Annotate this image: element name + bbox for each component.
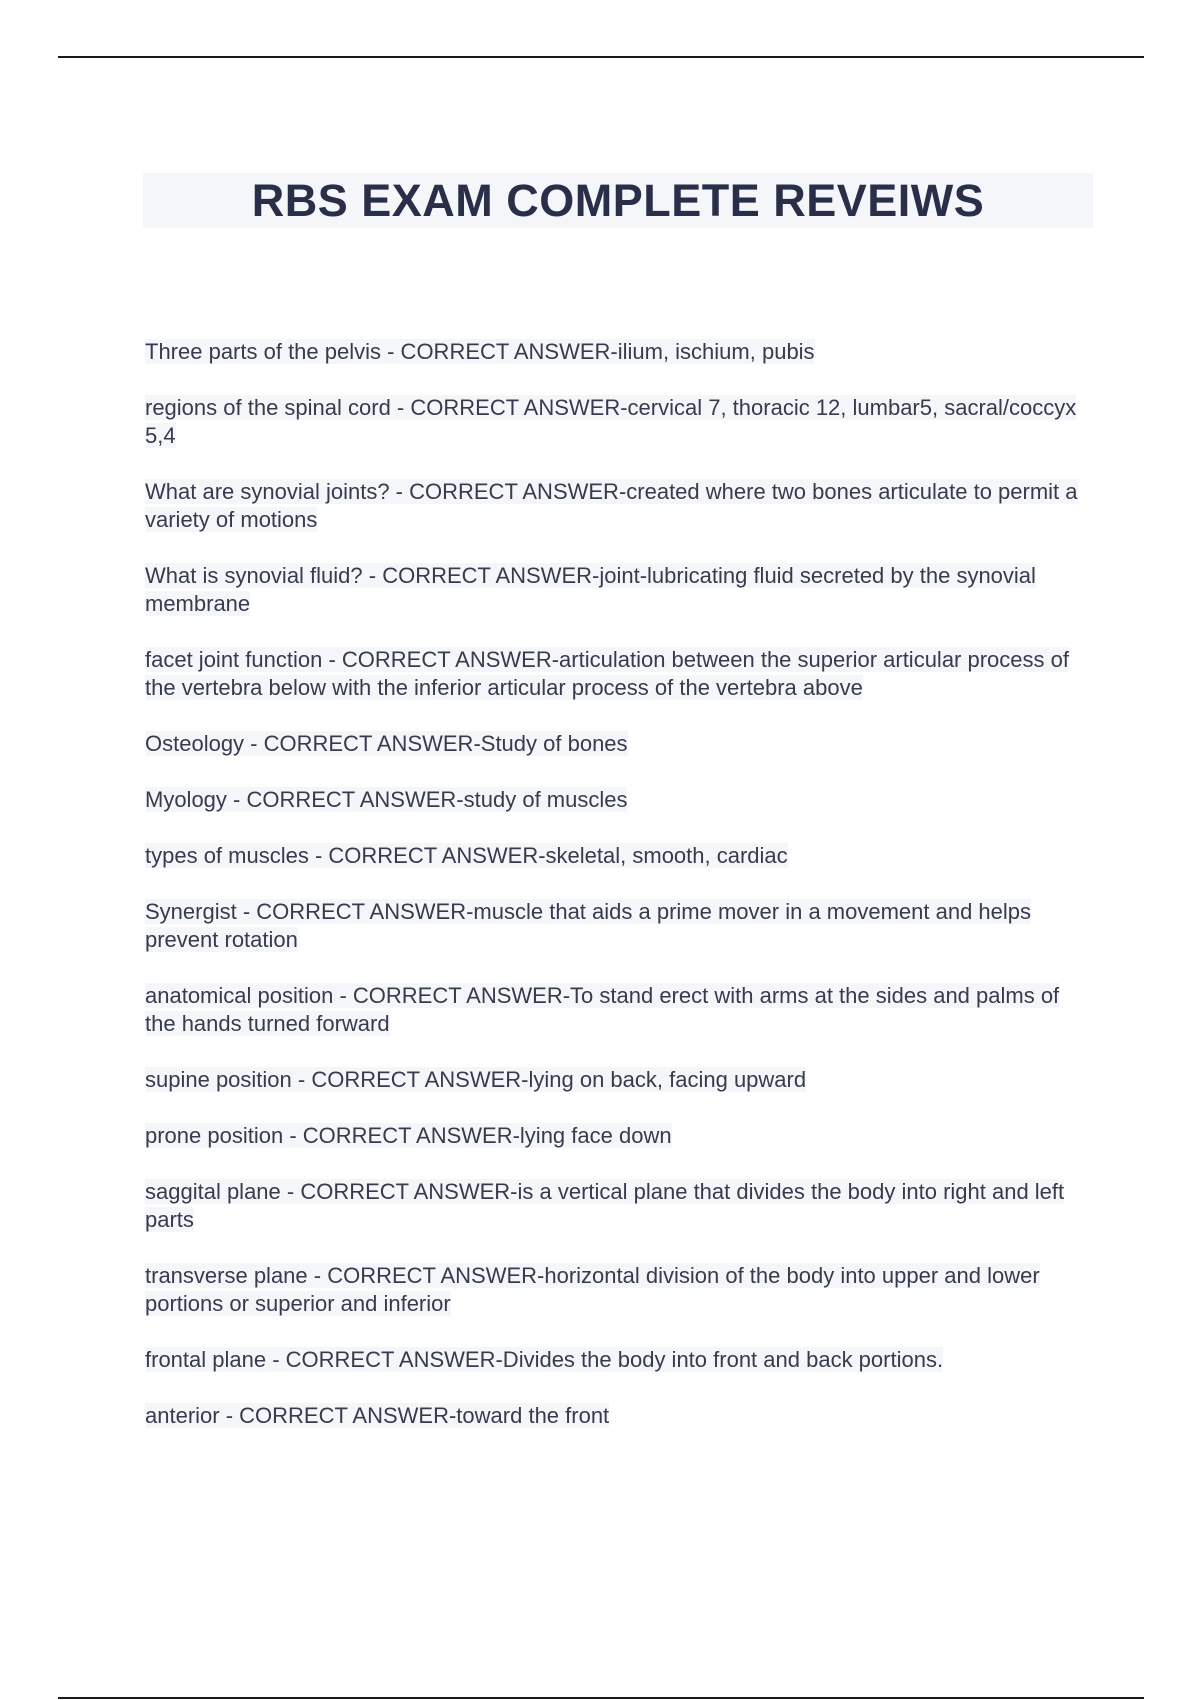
qa-item-text: What is synovial fluid? - CORRECT ANSWER-joint-lubricating fluid secreted by the synovial membrane [145, 563, 1036, 616]
qa-item-text: Myology - CORRECT ANSWER-study of muscles [145, 787, 628, 812]
qa-list [145, 338, 1085, 1458]
qa-item [145, 394, 1085, 450]
qa-item [145, 842, 1085, 870]
qa-item [145, 1402, 1085, 1430]
qa-item-text: prone position - CORRECT ANSWER-lying face down [145, 1123, 672, 1148]
qa-item [145, 338, 1085, 366]
qa-item-text: saggital plane - CORRECT ANSWER-is a vertical plane that divides the body into right and left parts [145, 1179, 1065, 1232]
qa-item-text: types of muscles - CORRECT ANSWER-skeletal, smooth, cardiac [145, 843, 788, 868]
qa-item-text: facet joint function - CORRECT ANSWER-articulation between the superior articular process of the vertebra below with the inferior articular process of the vertebra above [145, 647, 1069, 700]
qa-item-text: What are synovial joints? - CORRECT ANSWER-created where two bones articulate to permit a variety of motions [145, 479, 1078, 532]
bottom-rule [58, 1697, 1144, 1699]
qa-item [145, 898, 1085, 954]
qa-item-text: Three parts of the pelvis - CORRECT ANSWER-ilium, ischium, pubis [145, 339, 815, 364]
top-rule [58, 56, 1144, 58]
qa-item [145, 730, 1085, 758]
qa-item-text: frontal plane - CORRECT ANSWER-Divides the body into front and back portions. [145, 1347, 944, 1372]
qa-item-text: Synergist - CORRECT ANSWER-muscle that aids a prime mover in a movement and helps prevent rotation [145, 899, 1032, 952]
qa-item [145, 1178, 1085, 1234]
qa-item [145, 646, 1085, 702]
qa-item-text: anatomical position - CORRECT ANSWER-To stand erect with arms at the sides and palms of the hands turned forward [145, 983, 1060, 1036]
qa-item-text: Osteology - CORRECT ANSWER-Study of bones [145, 731, 628, 756]
title-banner [143, 173, 1093, 228]
qa-item [145, 1346, 1085, 1374]
qa-item [145, 1122, 1085, 1150]
qa-item [145, 1066, 1085, 1094]
page-title: RBS EXAM COMPLETE REVEIWS [251, 174, 985, 226]
qa-item-text: transverse plane - CORRECT ANSWER-horizontal division of the body into upper and lower portions or superior and inferior [145, 1263, 1040, 1316]
qa-item [145, 1262, 1085, 1318]
qa-item-text: anterior - CORRECT ANSWER-toward the front [145, 1403, 610, 1428]
qa-item-text: supine position - CORRECT ANSWER-lying on back, facing upward [145, 1067, 807, 1092]
qa-item [145, 786, 1085, 814]
qa-item [145, 982, 1085, 1038]
qa-item-text: regions of the spinal cord - CORRECT ANSWER-cervical 7, thoracic 12, lumbar5, sacral/coccyx 5,4 [145, 395, 1077, 448]
qa-item [145, 478, 1085, 534]
qa-item [145, 562, 1085, 618]
